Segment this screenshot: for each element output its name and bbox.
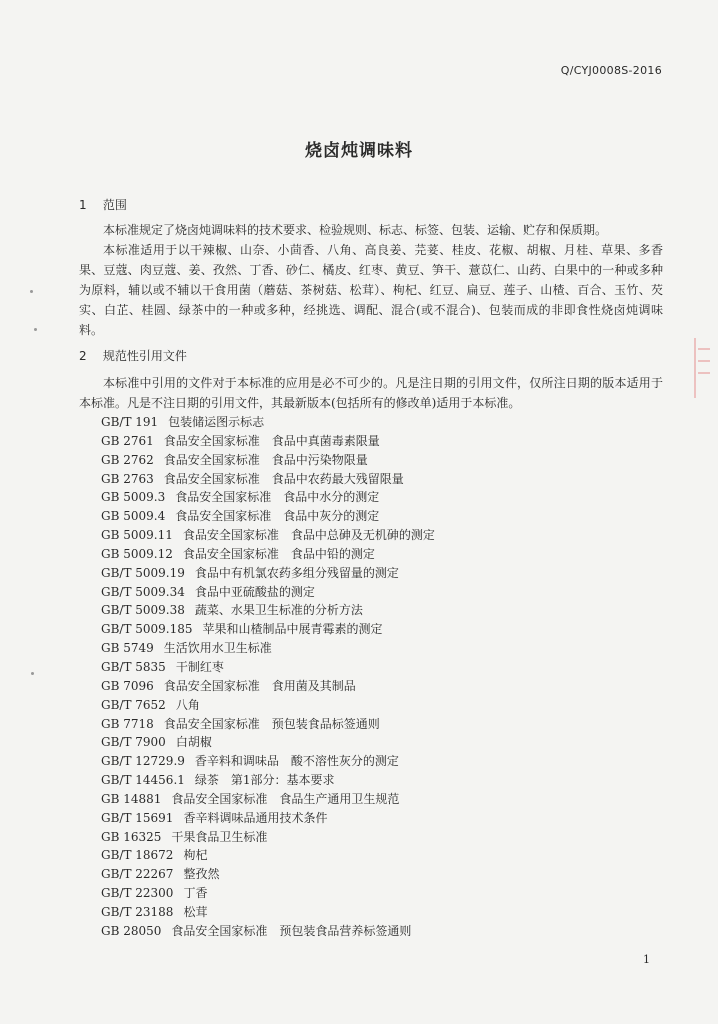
section-2-number: 2 [79,349,87,363]
reference-code: GB/T 5009.185 [101,622,193,637]
reference-title: 食品安全国家标准 食品中铅的测定 [182,546,375,561]
reference-code: GB 7096 [101,678,154,693]
reference-code: GB/T 7652 [101,697,166,712]
section-1-heading [79,196,127,213]
reference-title: 食品安全国家标准 食品中污染物限量 [163,452,368,467]
reference-code: GB/T 191 [101,415,159,429]
reference-code: GB 5749 [101,641,154,656]
reference-item [101,884,435,903]
scope-paragraph-1: 本标准规定了烧卤炖调味料的技术要求、检验规则、标志、标签、包装、运输、贮存和保质期。 [103,223,608,237]
reference-list [101,413,435,941]
reference-item [101,620,435,639]
reference-item [101,583,435,602]
reference-item [101,696,435,715]
reference-code: GB/T 22300 [101,886,174,901]
reference-title: 食品安全国家标准 预包装食品营养标签通则 [171,923,412,938]
reference-code: GB/T 7900 [101,735,166,750]
section-1-body [79,220,663,340]
reference-title: 食品安全国家标准 食品中水分的测定 [175,490,380,505]
reference-title: 八角 [175,697,200,712]
reference-item [101,432,435,451]
reference-title: 生活饮用水卫生标准 [163,641,272,656]
reference-title: 食品安全国家标准 预包装食品标签通则 [163,716,380,731]
reference-title: 香辛料调味品通用技术条件 [183,810,328,825]
reference-code: GB 5009.11 [101,528,173,543]
standard-code: Q/CYJ0008S-2016 [560,64,662,77]
section-2-title: 规范性引用文件 [102,349,187,363]
scope-paragraph-2: 本标准适用于以干辣椒、山奈、小茴香、八角、高良姜、芫荽、桂皮、花椒、胡椒、月桂、草果、多香果、豆蔻、肉豆蔻、姜、孜然、丁香、砂仁、橘皮、红枣、黄豆、笋干、薏苡仁、山药、白果中的一种或多种为原料，辅以或不辅以干食用菌（蘑菇、茶树菇、松茸）、枸杞、红豆、扁豆、莲子、山楂、百合、玉竹、芡实、白芷、桂圆、绿茶中的一种或多种，经挑选、调配、混合(或不混合)、包装而成的非即食性烧卤炖调味料。 [79,243,663,337]
reference-title: 食品中有机氯农药多组分残留量的测定 [194,565,399,580]
reference-title: 干果食品卫生标准 [171,829,268,844]
reference-title: 松茸 [183,904,208,919]
reference-item [101,601,435,620]
reference-title: 枸杞 [183,848,208,863]
reference-code: GB/T 18672 [101,848,174,863]
section-1-number: 1 [79,198,87,212]
reference-title: 蔬菜、水果卫生标准的分析方法 [194,603,363,618]
reference-item [101,488,435,507]
reference-code: GB/T 15691 [101,810,174,825]
reference-title: 白胡椒 [175,735,212,750]
scan-speck [30,290,33,293]
reference-title: 食品安全国家标准 食品中灰分的测定 [175,509,380,524]
reference-code: GB 2763 [101,471,154,486]
reference-code: GB/T 12729.9 [101,754,185,769]
reference-code: GB/T 14456.1 [101,773,185,788]
reference-item [101,903,435,922]
reference-title: 食品安全国家标准 食品生产通用卫生规范 [171,791,400,806]
reference-item [101,526,435,545]
reference-title: 食品安全国家标准 食用菌及其制品 [163,678,356,693]
section-2-intro [79,373,663,413]
references-intro: 本标准中引用的文件对于本标准的应用是必不可少的。凡是注日期的引用文件，仅所注日期的版本适用于本标准。凡是不注日期的引用文件，其最新版本(包括所有的修改单)适用于本标准。 [79,376,663,410]
reference-title: 包装储运图示标志 [168,415,265,429]
reference-code: GB/T 5835 [101,659,166,674]
reference-code: GB 5009.4 [101,509,166,524]
reference-item [101,809,435,828]
stamp-mark [694,338,712,398]
reference-code: GB/T 23188 [101,904,174,919]
reference-code: GB/T 22267 [101,867,174,882]
reference-item [101,828,435,847]
reference-item [101,715,435,734]
reference-item [101,545,435,564]
scan-speck [31,672,34,675]
reference-title: 绿茶 第1部分：基本要求 [194,773,335,788]
reference-code: GB/T 5009.34 [101,584,185,599]
reference-title: 香辛料和调味品 酸不溶性灰分的测定 [194,754,399,769]
reference-title: 苹果和山楂制品中展青霉素的测定 [202,622,383,637]
reference-item [101,677,435,696]
section-1-title: 范围 [102,198,127,212]
scan-speck [34,328,37,331]
page-number: 1 [643,953,650,966]
reference-title: 食品中亚硫酸盐的测定 [194,584,315,599]
reference-title: 整孜然 [183,867,220,882]
section-2-heading [79,347,187,364]
reference-code: GB 2762 [101,452,154,467]
reference-code: GB 28050 [101,923,162,938]
reference-item [101,922,435,941]
reference-item [101,470,435,489]
reference-code: GB 5009.3 [101,490,166,505]
reference-title: 食品安全国家标准 食品中农药最大残留限量 [163,471,404,486]
reference-code: GB/T 5009.38 [101,603,185,618]
reference-item [101,658,435,677]
reference-item [101,846,435,865]
reference-code: GB 5009.12 [101,546,173,561]
reference-title: 干制红枣 [175,659,224,674]
reference-item [101,639,435,658]
reference-code: GB 14881 [101,791,162,806]
reference-item [101,752,435,771]
reference-title: 丁香 [183,886,208,901]
reference-item [101,733,435,752]
reference-title: 食品安全国家标准 食品中真菌毒素限量 [163,433,380,448]
reference-item [101,451,435,470]
reference-code: GB 2761 [101,433,154,448]
reference-code: GB/T 5009.19 [101,565,185,580]
document-title: 烧卤炖调味料 [305,141,413,161]
reference-item [101,507,435,526]
reference-item [101,790,435,809]
reference-title: 食品安全国家标准 食品中总砷及无机砷的测定 [182,528,435,543]
reference-item [101,771,435,790]
reference-item [101,865,435,884]
reference-code: GB 7718 [101,716,154,731]
reference-item [101,413,435,432]
reference-item [101,564,435,583]
reference-code: GB 16325 [101,829,162,844]
